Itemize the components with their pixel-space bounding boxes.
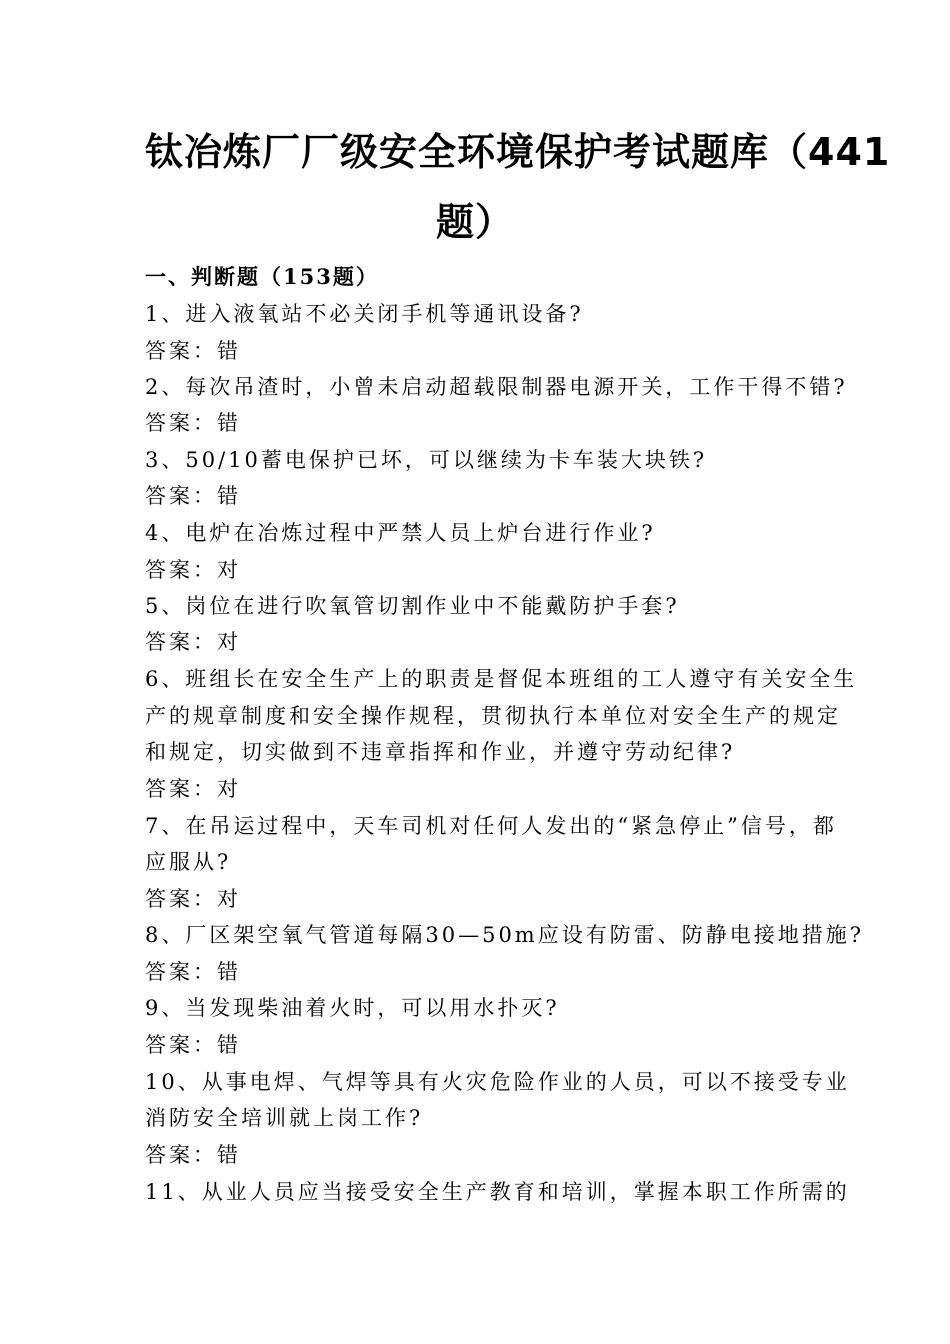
section-heading: 一、判断题（153题） (145, 264, 379, 289)
answer-text: 答案：对 (145, 558, 241, 582)
question-text: 5、岗位在进行吹氧管切割作业中不能戴防护手套? (145, 594, 680, 618)
question-text: 9、当发现柴油着火时，可以用水扑灭? (145, 996, 560, 1020)
question-text: 2、每次吊渣时，小曾未启动超载限制器电源开关，工作干得不错? (145, 375, 848, 399)
question-text: 3、50/10蓄电保护已坏，可以继续为卡车装大块铁? (145, 448, 708, 472)
answer-text: 答案：对 (145, 777, 241, 801)
document-title-line-1: 钛冶炼厂厂级安全环境保护考试题库（441 (145, 130, 891, 174)
answer-text: 答案：错 (145, 339, 241, 363)
answer-text: 答案：错 (145, 484, 241, 508)
answer-text: 答案：错 (145, 960, 241, 984)
question-text-continued: 应服从? (145, 850, 232, 874)
question-text-continued: 产的规章制度和安全操作规程，贯彻执行本单位对安全生产的规定 (145, 704, 841, 728)
answer-text: 答案：错 (145, 1033, 241, 1057)
answer-text: 答案：错 (145, 1143, 241, 1167)
question-text: 4、电炉在冶炼过程中严禁人员上炉台进行作业? (145, 521, 656, 545)
question-text: 6、班组长在安全生产上的职责是督促本班组的工人遵守有关安全生 (145, 667, 858, 691)
answer-text: 答案：对 (145, 630, 241, 654)
question-text: 8、厂区架空氧气管道每隔30—50m应设有防雷、防静电接地措施? (145, 923, 864, 947)
question-text: 7、在吊运过程中，天车司机对任何人发出的“紧急停止”信号，都 (145, 814, 837, 838)
question-text: 1、进入液氧站不必关闭手机等通讯设备? (145, 302, 584, 326)
question-text-continued: 消防安全培训就上岗工作? (145, 1106, 424, 1130)
question-text: 10、从事电焊、气焊等具有火灾危险作业的人员，可以不接受专业 (145, 1070, 850, 1094)
document-title-line-2: 题） (435, 200, 514, 244)
answer-text: 答案：对 (145, 887, 241, 911)
answer-text: 答案：错 (145, 411, 241, 435)
question-text: 11、从业人员应当接受安全生产教育和培训，掌握本职工作所需的 (145, 1180, 850, 1204)
question-text-continued: 和规定，切实做到不违章指挥和作业，并遵守劳动纪律? (145, 740, 736, 764)
